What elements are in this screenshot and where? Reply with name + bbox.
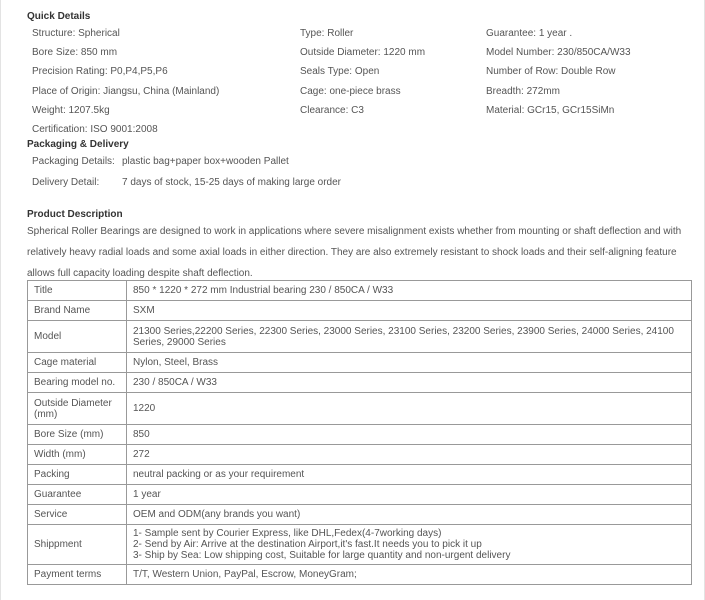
quick-details-heading: Quick Details: [27, 11, 91, 22]
qd-clearance: Clearance: C3: [300, 105, 364, 116]
spec-key: Bore Size (mm): [28, 425, 127, 445]
qd-bore-size: Bore Size: 850 mm: [32, 47, 118, 58]
spec-value: 850: [127, 425, 692, 445]
qd-guarantee: Guarantee: 1 year .: [486, 28, 573, 39]
table-row: [28, 565, 692, 585]
spec-key: Model: [28, 321, 127, 353]
product-description-text: Spherical Roller Bearings are designed to work in applications where severe misalignment exists whether from mounting or shaft deflection and with relatively heavy radial loads and some axial loads in either direction. They are also extremely resistant to shock loads and their self-aligning feature allows full capacity loading despite shaft deflection.: [27, 226, 682, 279]
packaging-heading: Packaging & Delivery: [27, 139, 129, 150]
spec-value: [127, 525, 692, 565]
packaging-details-label: Packaging Details:: [32, 156, 115, 167]
qd-certification: Certification: ISO 9001:2008: [32, 124, 158, 135]
spec-value: 850 * 1220 * 272 mm Industrial bearing 230 / 850CA / W33: [127, 281, 692, 301]
table-row: [28, 301, 692, 321]
spec-value: OEM and ODM(any brands you want): [127, 505, 692, 525]
spec-key: Packing: [28, 465, 127, 485]
spec-key: Width (mm): [28, 445, 127, 465]
table-row: [28, 465, 692, 485]
delivery-detail-label: Delivery Detail:: [32, 177, 100, 188]
qd-outside-diameter: Outside Diameter: 1220 mm: [300, 47, 426, 58]
qd-weight: Weight: 1207.5kg: [32, 105, 110, 116]
packaging-details-value: plastic bag+paper box+wooden Pallet: [122, 156, 289, 167]
shipment-option-air: 2- Send by Air: Arrive at the destination Airport,it's fast.It needs you to pick it up: [133, 539, 482, 550]
spec-value: Nylon, Steel, Brass: [127, 353, 692, 373]
table-row: [28, 281, 692, 301]
spec-key: Payment terms: [28, 565, 127, 585]
qd-breadth: Breadth: 272mm: [486, 86, 560, 97]
spec-key: Guarantee: [28, 485, 127, 505]
spec-table: [27, 280, 692, 585]
spec-key: Brand Name: [28, 301, 127, 321]
product-description-heading: Product Description: [27, 209, 123, 220]
spec-key: Title: [28, 281, 127, 301]
qd-cage: Cage: one-piece brass: [300, 86, 401, 97]
spec-value: 1220: [127, 393, 692, 425]
shipment-option-sea: 3- Ship by Sea: Low shipping cost, Suitable for large quantity and non-urgent delivery: [133, 550, 511, 561]
table-row: [28, 353, 692, 373]
spec-key: Bearing model no.: [28, 373, 127, 393]
spec-value: 272: [127, 445, 692, 465]
spec-key: Outside Diameter (mm): [28, 393, 127, 425]
qd-material: Material: GCr15, GCr15SiMn: [486, 105, 615, 116]
table-row: [28, 445, 692, 465]
spec-value: 1 year: [127, 485, 692, 505]
table-row: [28, 525, 692, 565]
qd-precision-rating: Precision Rating: P0,P4,P5,P6: [32, 66, 168, 77]
spec-value: 21300 Series,22200 Series, 22300 Series, 23000 Series, 23100 Series, 23200 Series, 23900 Series, 24000 Series, 24100 Series, 29000 Series: [127, 321, 692, 353]
table-row: [28, 373, 692, 393]
spec-value: SXM: [127, 301, 692, 321]
spec-key: Shippment: [28, 525, 127, 565]
qd-place-of-origin: Place of Origin: Jiangsu, China (Mainland): [32, 86, 220, 97]
table-row: [28, 321, 692, 353]
spec-key: Cage material: [28, 353, 127, 373]
qd-type: Type: Roller: [300, 28, 354, 39]
qd-seals-type: Seals Type: Open: [300, 66, 380, 77]
table-row: [28, 485, 692, 505]
delivery-detail-value: 7 days of stock, 15-25 days of making large order: [122, 177, 342, 188]
spec-value: T/T, Western Union, PayPal, Escrow, MoneyGram;: [127, 565, 692, 585]
spec-value: 230 / 850CA / W33: [127, 373, 692, 393]
qd-model-number: Model Number: 230/850CA/W33: [486, 47, 631, 58]
table-row: [28, 393, 692, 425]
spec-key: Service: [28, 505, 127, 525]
table-row: [28, 505, 692, 525]
spec-value: neutral packing or as your requirement: [127, 465, 692, 485]
table-row: [28, 425, 692, 445]
qd-number-of-row: Number of Row: Double Row: [486, 66, 616, 77]
shipment-option-courier: 1- Sample sent by Courier Express, like DHL,Fedex(4-7working days): [133, 528, 442, 539]
qd-structure: Structure: Spherical: [32, 28, 120, 39]
